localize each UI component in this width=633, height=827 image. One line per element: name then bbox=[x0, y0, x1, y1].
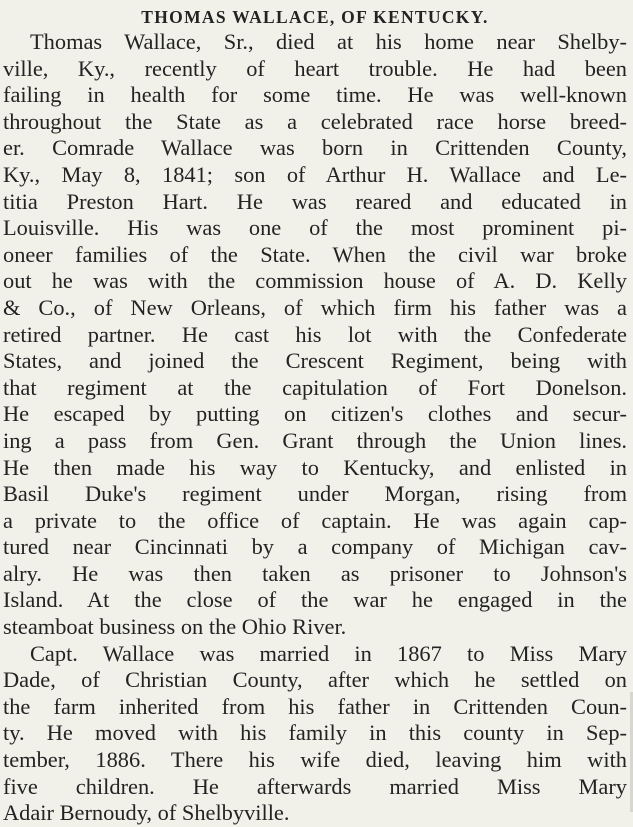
text-line: alry. He was then taken as prisoner to Johnson's bbox=[3, 560, 627, 586]
text-line: He then made his way to Kentucky, and enlisted in bbox=[3, 454, 627, 480]
text-line: He escaped by putting on citizen's clothes and secur- bbox=[3, 401, 627, 427]
text-line: Dade, of Christian County, after which he settled on bbox=[3, 667, 627, 693]
article-heading: THOMAS WALLACE, OF KENTUCKY. bbox=[141, 7, 489, 27]
text-line: ville, Ky., recently of heart trouble. He had been bbox=[3, 55, 627, 81]
text-line: tured near Cincinnati by a company of Michigan cav- bbox=[3, 534, 627, 560]
text-line: Thomas Wallace, Sr., died at his home near Shelby- bbox=[30, 29, 627, 54]
text-line: ing a pass from Gen. Grant through the Union lines. bbox=[3, 427, 627, 453]
text-line: Louisville. His was one of the most prominent pi- bbox=[3, 215, 627, 241]
text-line: States, and joined the Crescent Regiment, being with bbox=[3, 348, 627, 374]
text-line: out he was with the commission house of A. D. Kelly bbox=[3, 268, 627, 294]
text-line: failing in health for some time. He was well-known bbox=[3, 82, 627, 108]
text-line: er. Comrade Wallace was born in Crittenden County, bbox=[3, 135, 627, 161]
text-line: Adair Bernoudy, of Shelbyville. bbox=[3, 800, 290, 826]
text-line: Ky., May 8, 1841; son of Arthur H. Wallace and Le- bbox=[3, 161, 627, 187]
article-body bbox=[3, 29, 627, 827]
text-line: the farm inherited from his father in Crittenden Coun- bbox=[3, 693, 627, 719]
article-paragraph bbox=[3, 29, 627, 641]
text-line: a private to the office of captain. He was again cap- bbox=[3, 507, 627, 533]
text-line: five children. He afterwards married Miss Mary bbox=[3, 773, 627, 799]
text-line: Capt. Wallace was married in 1867 to Miss Mary bbox=[30, 640, 627, 666]
text-line: Basil Duke's regiment under Morgan, rising from bbox=[3, 481, 627, 507]
text-line: & Co., of New Orleans, of which firm his father was a bbox=[3, 294, 627, 320]
text-line: ty. He moved with his family in this county in Sep- bbox=[3, 720, 627, 746]
text-line: throughout the State as a celebrated race horse breed- bbox=[3, 108, 627, 134]
text-line: that regiment at the capitulation of Fort Donelson. bbox=[3, 374, 627, 400]
text-line: oneer families of the State. When the civil war broke bbox=[3, 241, 627, 267]
text-line: retired partner. He cast his lot with the Confederate bbox=[3, 321, 627, 347]
text-line: steamboat business on the Ohio River. bbox=[3, 614, 347, 640]
text-line: tember, 1886. There his wife died, leaving him with bbox=[3, 747, 627, 773]
text-line: Island. At the close of the war he engaged in the bbox=[3, 587, 627, 613]
article-paragraph bbox=[3, 641, 627, 827]
text-line: titia Preston Hart. He was reared and educated in bbox=[3, 188, 627, 214]
